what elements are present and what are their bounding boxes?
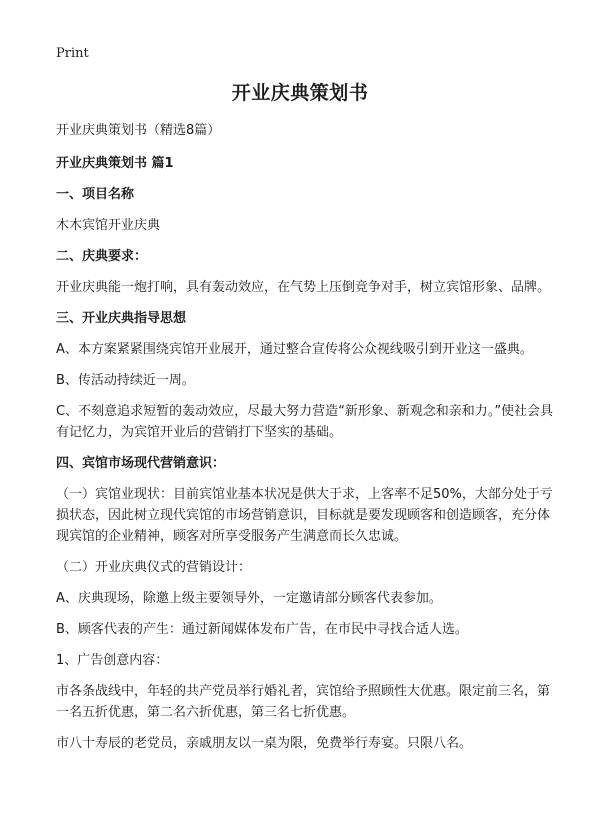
paragraph-project-name: 木木宾馆开业庆典 bbox=[56, 218, 161, 233]
heading-guiding-ideas: 三、开业庆典指导思想 bbox=[56, 311, 187, 326]
paragraph-marketing-1: （一）宾馆业现状：目前宾馆业基本状况是供大于求，上客率不足50%，大部分处于亏损状态，因此树立现代宾馆的市场营销意识，目标就是要发现顾客和创造顾客，充分体现宾馆的企业精神，顾客对所享受服务产生满意而长久忠诚。 bbox=[56, 487, 553, 544]
section-heading: 开业庆典策划书 篇1 bbox=[56, 156, 174, 171]
paragraph-ad-wedding: 市各条战线中，年轻的共产党员举行婚礼者，宾馆给予照顾性大优惠。限定前三名，第一名五折优惠，第二名六折优惠，第三名七折优惠。 bbox=[56, 684, 551, 720]
document-body bbox=[56, 120, 556, 754]
paragraph-requirements: 开业庆典能一炮打响，具有轰动效应，在气势上压倒竞争对手，树立宾馆形象、品牌。 bbox=[56, 280, 551, 295]
subtitle: 开业庆典策划书（精选8篇） bbox=[56, 123, 221, 138]
paragraph-marketing-2: （二）开业庆典仪式的营销设计： bbox=[56, 560, 252, 575]
heading-requirements: 二、庆典要求： bbox=[56, 249, 148, 264]
paragraph-guiding-b: B、传活动持续近一周。 bbox=[56, 373, 195, 388]
paragraph-ad-birthday: 市八十寿辰的老党员，亲戚朋友以一桌为限，免费举行寿宴。只限八名。 bbox=[56, 736, 473, 751]
paragraph-guiding-c: C、不刻意追求短暂的轰动效应，尽最大努力营造“新形象、新观念和亲和力。”使社会具有记忆力，为宾馆开业后的营销打下坚实的基础。 bbox=[56, 404, 554, 440]
paragraph-ad-content: 1、广告创意内容： bbox=[56, 653, 169, 668]
heading-project-name: 一、项目名称 bbox=[56, 187, 135, 202]
print-label: Print bbox=[56, 46, 89, 61]
document-title: 开业庆典策划书 bbox=[231, 82, 369, 104]
paragraph-guiding-a: A、本方案紧紧围绕宾馆开业展开，通过整合宣传将公众视线吸引到开业这一盛典。 bbox=[56, 342, 533, 357]
heading-marketing: 四、宾馆市场现代营销意识： bbox=[56, 456, 226, 471]
paragraph-marketing-b: B、顾客代表的产生：通过新闻媒体发布广告，在市民中寻找合适人选。 bbox=[56, 622, 468, 637]
paragraph-marketing-a: A、庆典现场，除邀上级主要领导外，一定邀请部分顾客代表参加。 bbox=[56, 591, 442, 606]
